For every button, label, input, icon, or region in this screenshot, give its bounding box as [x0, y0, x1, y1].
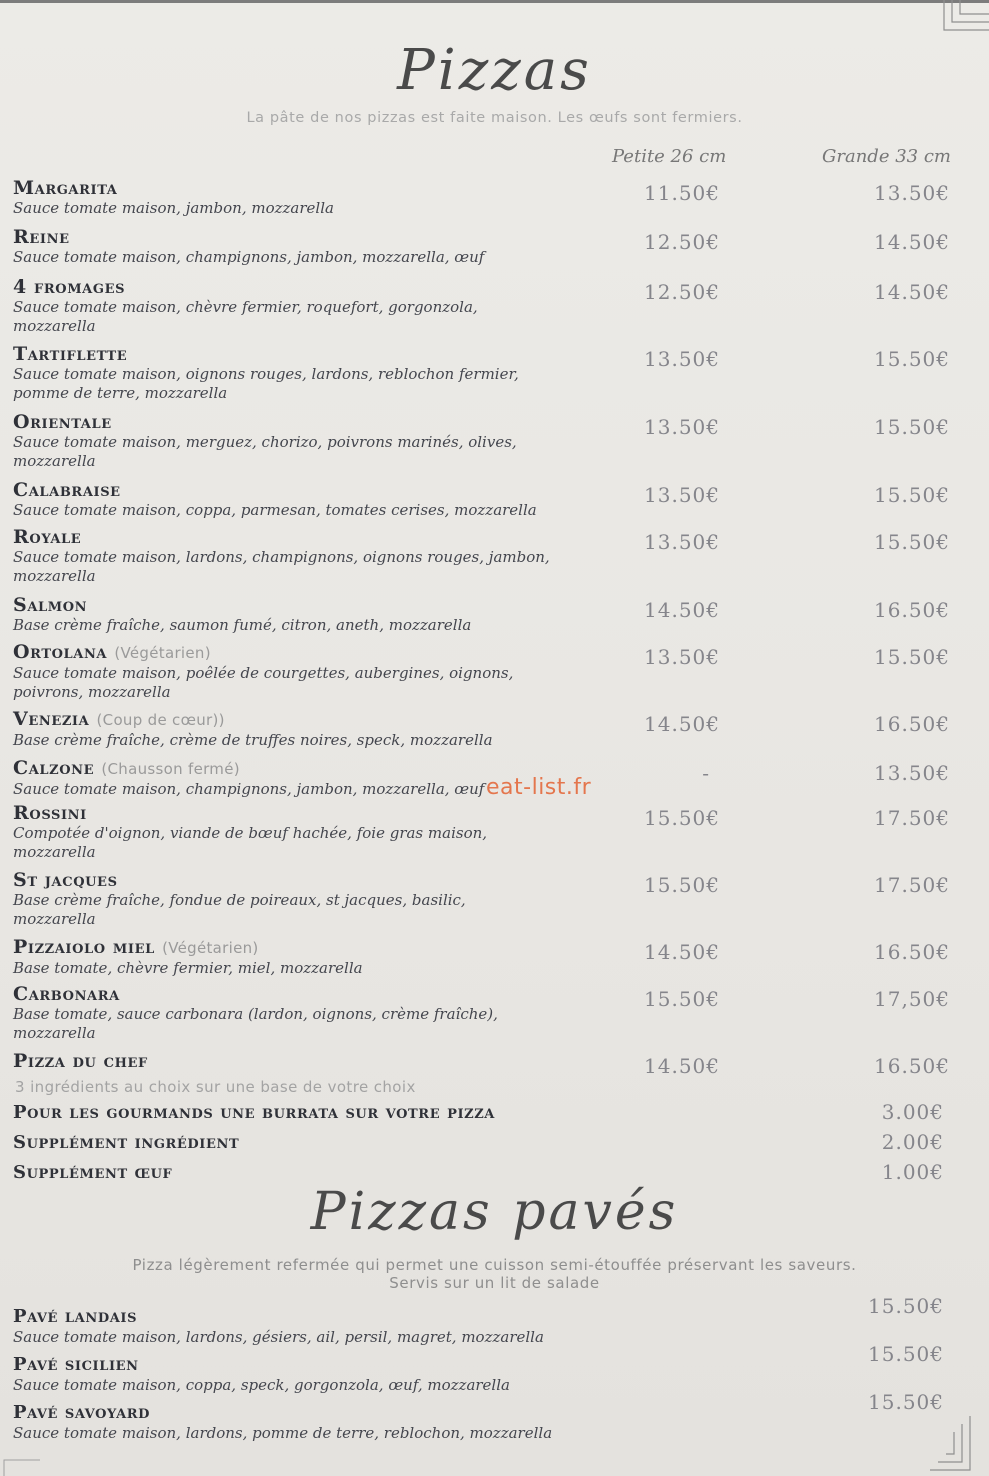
item-name: Pavé sicilien	[13, 1354, 139, 1375]
item-name-text: Orientale	[13, 411, 112, 433]
item-description: Sauce tomate maison, oignons rouges, lardons, reblochon fermier, pomme de terre, mozzarella	[13, 365, 519, 402]
price-large: 17.50€	[874, 873, 950, 897]
item-name	[13, 1050, 973, 1072]
item-name-text: Reine	[13, 226, 70, 248]
column-header-small: Petite 26 cm	[612, 146, 727, 167]
corner-ornament-icon	[0, 1452, 40, 1476]
list-item	[13, 1102, 973, 1124]
list-item	[13, 1162, 973, 1184]
list-item	[13, 343, 973, 403]
item-name-text: St jacques	[13, 869, 118, 891]
item-name	[13, 983, 973, 1005]
item-name-text: Pizzaiolo miel	[13, 936, 155, 958]
item-name	[13, 594, 973, 616]
item-description: Base tomate, chèvre fermier, miel, mozzarella	[13, 959, 363, 977]
item-name-text: Calabraise	[13, 479, 121, 501]
item-name	[13, 479, 973, 501]
price-small: 12.50€	[644, 280, 720, 304]
price-large: 13.50€	[874, 181, 950, 205]
item-name	[13, 343, 973, 365]
corner-ornament-icon	[938, 0, 989, 40]
price-small: 14.50€	[644, 598, 720, 622]
item-description: Sauce tomate maison, champignons, jambon, mozzarella, œuf	[13, 780, 485, 798]
top-border	[0, 0, 989, 3]
item-description: Sauce tomate maison, jambon, mozzarella	[13, 199, 334, 217]
price-large: 13.50€	[874, 761, 950, 785]
item-name-text: Salmon	[13, 594, 88, 616]
paves-subtitle-line2: Servis sur un lit de salade	[389, 1274, 600, 1292]
list-item	[13, 526, 973, 586]
price-small: 14.50€	[644, 1054, 720, 1078]
item-description: Sauce tomate maison, merguez, chorizo, poivrons marinés, olives, mozzarella	[13, 433, 517, 470]
price-small: 13.50€	[644, 483, 720, 507]
item-name	[13, 276, 973, 298]
price-small: 13.50€	[644, 347, 720, 371]
list-item	[13, 936, 973, 978]
pave-price: 15.50€	[868, 1294, 944, 1318]
item-name	[13, 936, 973, 959]
price-large: 14.50€	[874, 230, 950, 254]
item-name-text: Ortolana	[13, 641, 108, 663]
item-name-text: Margarita	[13, 177, 118, 199]
paves-title: Pizzas pavés	[310, 1182, 679, 1242]
price-large: 16.50€	[874, 598, 950, 622]
item-name	[13, 226, 973, 248]
page-subtitle: La pâte de nos pizzas est faite maison. Les œufs sont fermiers.	[246, 110, 743, 126]
price-small: 15.50€	[644, 987, 720, 1011]
extra-price: 2.00€	[881, 1130, 944, 1154]
item-description: Sauce tomate maison, champignons, jambon, mozzarella, œuf	[13, 248, 485, 266]
list-item	[13, 1132, 973, 1154]
item-note: (Végétarien)	[162, 939, 259, 957]
item-name-text: Royale	[13, 526, 82, 548]
price-small: 13.50€	[644, 645, 720, 669]
item-name	[13, 802, 973, 824]
watermark: eat-list.fr	[486, 775, 592, 800]
price-large: 16.50€	[874, 1054, 950, 1078]
list-item	[13, 1402, 973, 1443]
paves-subtitle-line1: Pizza légèrement refermée qui permet une cuisson semi-étouffée préservant les saveurs.	[132, 1256, 857, 1274]
price-large: 15.50€	[874, 415, 950, 439]
item-name-text: Pizza du chef	[13, 1050, 148, 1072]
item-name	[13, 177, 973, 199]
list-item	[13, 594, 973, 635]
item-description: Sauce tomate maison, lardons, gésiers, ail, persil, magret, mozzarella	[13, 1328, 544, 1346]
list-item	[13, 479, 973, 520]
item-name: Pavé savoyard	[13, 1402, 151, 1423]
price-large: 15.50€	[874, 530, 950, 554]
list-item	[13, 276, 973, 336]
price-large: 17,50€	[874, 987, 950, 1011]
list-item	[13, 802, 973, 862]
item-name-text: Venezia	[13, 708, 90, 730]
extra-name: Supplément ingrédient	[13, 1132, 240, 1153]
item-description: Sauce tomate maison, coppa, speck, gorgonzola, œuf, mozzarella	[13, 1376, 510, 1394]
price-large: 15.50€	[874, 645, 950, 669]
column-header-large: Grande 33 cm	[822, 146, 951, 167]
price-large: 17.50€	[874, 806, 950, 830]
extra-price: 3.00€	[881, 1100, 944, 1124]
list-item	[13, 1306, 973, 1347]
item-name-text: Calzone	[13, 757, 95, 779]
list-item	[13, 641, 973, 702]
item-note: (Végétarien)	[114, 644, 211, 662]
item-name-text: Tartiflette	[13, 343, 128, 365]
list-item	[13, 708, 973, 750]
item-name	[13, 869, 973, 891]
extra-name: Pour les gourmands une burrata sur votre pizza	[13, 1102, 495, 1123]
page-title: Pizzas	[397, 38, 592, 103]
item-name	[13, 641, 973, 664]
extra-name: Supplément œuf	[13, 1162, 173, 1183]
list-item	[13, 226, 973, 267]
chef-note: 3 ingrédients au choix sur une base de votre choix	[15, 1078, 416, 1096]
price-small: 15.50€	[644, 806, 720, 830]
price-large: 16.50€	[874, 940, 950, 964]
price-large: 14.50€	[874, 280, 950, 304]
price-large: 15.50€	[874, 483, 950, 507]
list-item	[13, 869, 973, 929]
price-small: 12.50€	[644, 230, 720, 254]
item-description: Sauce tomate maison, chèvre fermier, roquefort, gorgonzola, mozzarella	[13, 298, 478, 335]
list-item	[13, 1050, 973, 1072]
item-name-text: Carbonara	[13, 983, 120, 1005]
price-large: 16.50€	[874, 712, 950, 736]
item-name-text: 4 fromages	[13, 276, 126, 298]
price-small: 14.50€	[644, 712, 720, 736]
item-note: (Coup de cœur))	[96, 711, 225, 729]
item-description: Compotée d'oignon, viande de bœuf hachée, foie gras maison, mozzarella	[13, 824, 488, 861]
item-description: Sauce tomate maison, poêlée de courgettes, aubergines, oignons, poivrons, mozzarella	[13, 664, 514, 701]
item-description: Base tomate, sauce carbonara (lardon, oignons, crème fraîche), mozzarella	[13, 1005, 498, 1042]
list-item	[13, 983, 973, 1043]
extra-price: 1.00€	[881, 1160, 944, 1184]
item-description: Sauce tomate maison, coppa, parmesan, tomates cerises, mozzarella	[13, 501, 537, 519]
item-description: Sauce tomate maison, lardons, champignons, oignons rouges, jambon, mozzarella	[13, 548, 550, 585]
price-large: 15.50€	[874, 347, 950, 371]
pave-price: 15.50€	[868, 1342, 944, 1366]
item-description: Sauce tomate maison, lardons, pomme de terre, reblochon, mozzarella	[13, 1424, 553, 1442]
item-description: Base crème fraîche, fondue de poireaux, st jacques, basilic, mozzarella	[13, 891, 466, 928]
list-item	[13, 411, 973, 471]
price-small: 13.50€	[644, 415, 720, 439]
item-note: (Chausson fermé)	[101, 760, 240, 778]
item-description: Base crème fraîche, saumon fumé, citron, aneth, mozzarella	[13, 616, 472, 634]
item-name: Pavé landais	[13, 1306, 138, 1327]
item-name	[13, 708, 973, 731]
item-name	[13, 411, 973, 433]
list-item	[13, 177, 973, 218]
price-small: 15.50€	[644, 873, 720, 897]
list-item	[13, 1354, 973, 1395]
item-description: Base crème fraîche, crème de truffes noires, speck, mozzarella	[13, 731, 493, 749]
item-name	[13, 526, 973, 548]
pave-price: 15.50€	[868, 1390, 944, 1414]
price-small: -	[702, 761, 710, 785]
price-small: 14.50€	[644, 940, 720, 964]
price-small: 13.50€	[644, 530, 720, 554]
price-small: 11.50€	[644, 181, 720, 205]
item-name-text: Rossini	[13, 802, 87, 824]
